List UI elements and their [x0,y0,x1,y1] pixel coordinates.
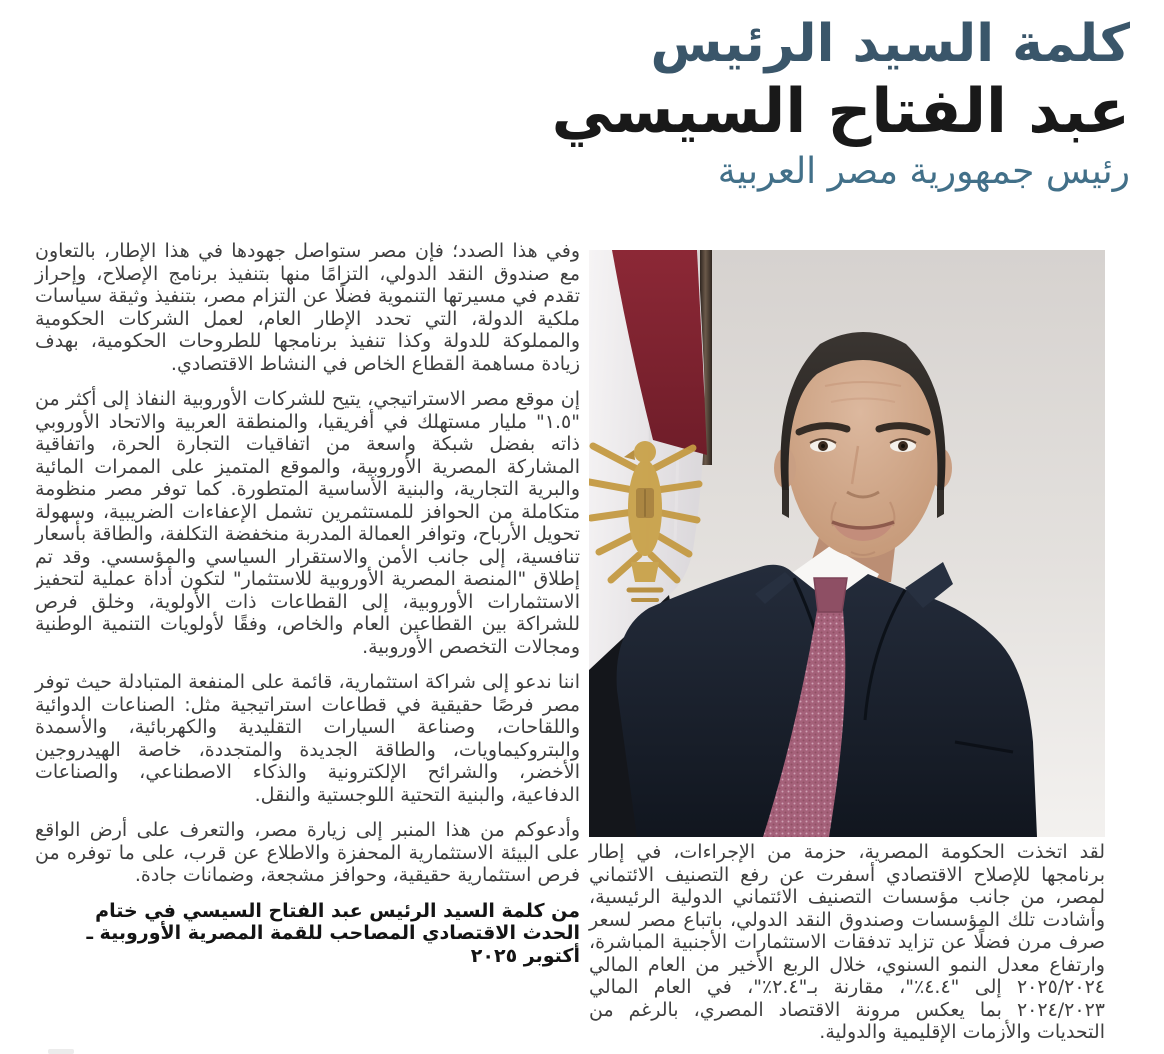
page-title-role: رئيس جمهورية مصر العربية [717,150,1130,192]
paragraph-1: وفي هذا الصدد؛ فإن مصر ستواصل جهودها في هذا الإطار، بالتعاون مع صندوق النقد الدولي، التزامًا منها بتنفيذ برنامج الإصلاح، وإحراز تقدم في مسيرتها التنموية فضلًا عن التزام مصر، بتنفيذ وثيقة سياسات ملكية الدولة، التي تحدد الإطار العام، لعمل الشركات الحكومية والمملوكة للدولة وكذا تنفيذ برنامجها للطروحات الحكومية، بهدف زيادة مساهمة القطاع الخاص في النشاط الاقتصادي. [35,240,580,375]
page-bottom-mark [48,1049,74,1054]
title-block [552,14,1130,194]
paragraph-3: اننا ندعو إلى شراكة استثمارية، قائمة على المنفعة المتبادلة حيث توفر مصر فرصًا حقيقية في قطاعات استراتيجية مثل: الصناعات الدوائية واللقاحات، وصناعة السيارات التقليدية والكهربائية، والأسمدة والبتروكيماويات، والطاقة الجديدة والمتجددة، خاصة الهيدروجين الأخضر، والشرائح الإلكترونية والذكاء الاصطناعي، والصناعات الدفاعية، والبنية التحتية اللوجستية والنقل. [35,671,580,806]
page-title-kicker: كلمة السيد الرئيس [650,14,1130,74]
closing-paragraph: لقد اتخذت الحكومة المصرية، حزمة من الإجراءات، في إطار برنامجها للإصلاح الاقتصادي أسفرت عن رفع التصنيف الائتماني لمصر، من جانب مؤسسات التصنيف الائتماني الدولية الرئيسية، وأشادت تلك المؤسسات وصندوق النقد الدولي، باتباع مصر لسعر صرف مرن فضلًا عن تزايد تدفقات الاستثمارات الأجنبية المباشرة، وارتفاع معدل النمو السنوي، خلال الربع الأخير من العام المالي ٢٠٢٥/٢٠٢٤ إلى "٤.٤٪"، مقارنة بـ"٢.٤٪"، في العام المالي ٢٠٢٤/٢٠٢٣ بما يعكس مرونة الاقتصاد المصري، بالرغم من التحديات والأزمات الإقليمية والدولية. [589,841,1105,1043]
attribution-note: من كلمة السيد الرئيس عبد الفتاح السيسي في ختام الحدث الاقتصادي المصاحب للقمة المصرية الأوروبية ـ أكتوبر ٢٠٢٥ [86,899,580,967]
tie-knot [814,578,847,612]
paragraph-2: إن موقع مصر الاستراتيجي، يتيح للشركات الأوروبية النفاذ إلى أكثر من "١.٥" مليار مستهلك في أفريقيا، والمنطقة العربية والاتحاد الأوروبي ذاته بفضل شبكة واسعة من اتفاقيات التجارة الحرة، واتفاقية المشاركة المصرية الأوروبية، والموقع المتميز على الممرات المائية والبرية التجارية، والبنية الأساسية المتطورة. كما توفر مصر منظومة متكاملة من الحوافز للمستثمرين تشمل الإعفاءات الضريبية، وسهولة تحويل الأرباح، وتوافر العمالة المدربة منخفضة التكلفة، والطاقة بأسعار تنافسية، إلى جانب الأمن والاستقرار السياسي والمؤسسي. وقد تم إطلاق "المنصة المصرية الأوروبية للاستثمار" لتكون أداة عملية لتحفيز الاستثمارات الأوروبية، إلى القطاعات ذات الأولوية، وخلق فرص للشراكة بين القطاعين العام والخاص، وفقًا لأولويات التنمية الوطنية ومجالات التخصص الأوروبية. [35,388,580,658]
paragraph-4: وأدعوكم من هذا المنبر إلى زيارة مصر، والتعرف على أرض الواقع على البيئة الاستثمارية المحفزة والاطلاع عن قرب، على ما توفره من فرص استثمارية حقيقية، وحوافز مشجعة، وضمانات جادة. [35,819,580,886]
left-column [35,240,580,980]
president-portrait-photo [589,250,1105,837]
page-title-president-name: عبد الفتاح السيسي [551,76,1130,148]
